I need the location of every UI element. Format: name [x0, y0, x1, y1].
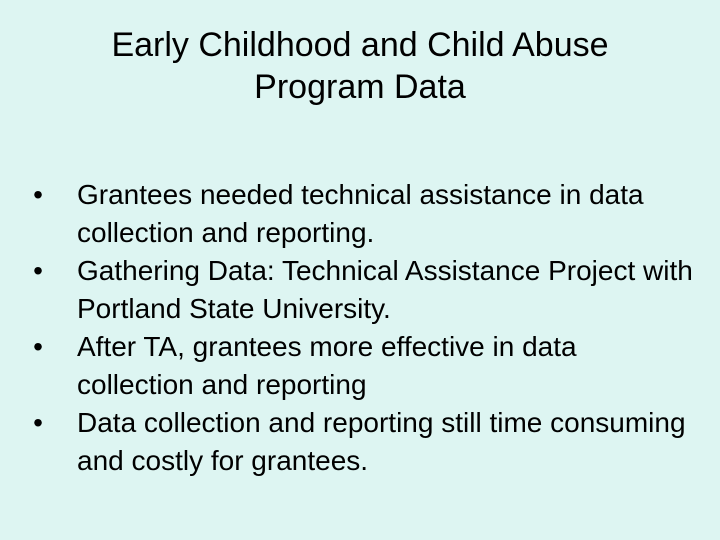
- bullet-marker: •: [33, 407, 43, 438]
- bullet-item: [28, 252, 698, 328]
- bullet-text: Gathering Data: Technical Assistance Project with Portland State University.: [77, 255, 693, 324]
- slide-title-line-2: Program Data: [254, 68, 466, 106]
- bullet-list: [28, 176, 698, 480]
- bullet-item: [28, 328, 698, 404]
- bullet-marker: •: [33, 255, 43, 286]
- bullet-item: [28, 404, 698, 480]
- bullet-text: After TA, grantees more effective in data collection and reporting: [77, 331, 577, 400]
- slide-title-line-1: Early Childhood and Child Abuse: [111, 26, 609, 64]
- bullet-marker: •: [33, 331, 43, 362]
- bullet-text: Grantees needed technical assistance in data collection and reporting.: [77, 179, 644, 248]
- bullet-marker: •: [33, 179, 43, 210]
- slide-title: [0, 24, 720, 108]
- bullet-item: [28, 176, 698, 252]
- bullet-text: Data collection and reporting still time consuming and costly for grantees.: [77, 407, 686, 476]
